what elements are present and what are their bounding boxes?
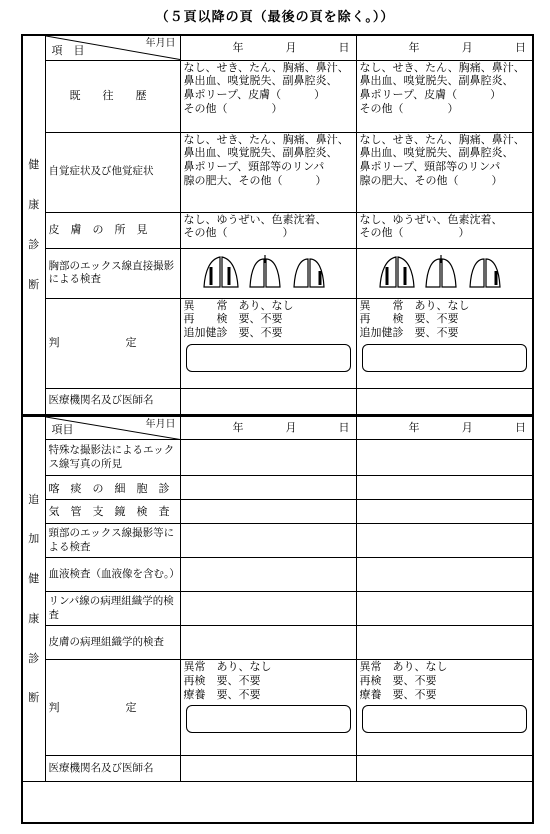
lung-diagram-icon <box>290 253 328 291</box>
date-column-1-header <box>180 416 356 440</box>
skin-pathology-col-2[interactable] <box>356 626 532 660</box>
header-date-label: 年月日 <box>145 418 176 430</box>
lymph-pathology-col-2[interactable] <box>356 592 532 626</box>
option-line: 再検 要、不要 <box>359 673 437 687</box>
option-line: 異 常 あり、なし <box>183 298 294 312</box>
lymph-pathology-col-1[interactable] <box>180 592 356 626</box>
row-label-symptoms: 自覚症状及び他覚症状 <box>45 132 180 212</box>
institution2-col-2[interactable] <box>356 756 532 782</box>
option-line: なし、せき、たん、胸痛、鼻汁、 <box>183 60 349 74</box>
day-label: 日 <box>515 420 526 434</box>
chest-xray-col-1 <box>180 248 356 298</box>
history-col-1 <box>180 60 356 132</box>
bronchoscopy-col-2[interactable] <box>356 500 532 524</box>
judgement2-col-2 <box>356 660 532 756</box>
option-line: 鼻ポリープ、皮膚（ ） <box>359 88 502 101</box>
option-line: その他（ ） <box>183 226 294 240</box>
section-char: 康 <box>28 611 40 625</box>
sputum-col-2[interactable] <box>356 476 532 500</box>
day-label: 日 <box>338 40 350 54</box>
month-label: 月 <box>461 40 473 54</box>
remarks-bracket[interactable] <box>186 344 351 372</box>
institution-col-2[interactable] <box>356 388 532 414</box>
chest-xray-col-2 <box>356 248 532 298</box>
option-line: 鼻出血、嗅覚脱失、副鼻腔炎、 <box>183 146 338 160</box>
skin-pathology-col-1[interactable] <box>180 626 356 660</box>
row-label-judgement-2: 判 定 <box>45 660 180 756</box>
row-label-skin-pathology: 皮膚の病理組織学的検査 <box>45 626 180 660</box>
section-char: 健 <box>28 572 40 585</box>
section-char: 加 <box>28 532 40 546</box>
section-char: 康 <box>28 198 40 211</box>
row-label-institution: 医療機関名及び医師名 <box>45 388 180 414</box>
row-label-bronchoscopy: 気 管 支 鏡 検 査 <box>45 500 180 524</box>
row-label-history: 既 往 歴 <box>45 60 180 132</box>
row-label-chest-xray: 胸部のエックス線直接撮影による検査 <box>45 248 180 298</box>
institution-col-1[interactable] <box>180 388 356 414</box>
symptoms-col-1 <box>180 132 356 212</box>
option-line: 療養 要、不要 <box>359 687 437 701</box>
option-line: 異常 あり、なし <box>359 660 448 673</box>
date-column-2-header <box>356 36 532 60</box>
section-label-additional-exam <box>23 416 45 782</box>
lung-diagram-icon <box>466 253 504 291</box>
row-label-skin: 皮 膚 の 所 見 <box>45 212 180 248</box>
option-line: 異常 あり、なし <box>183 660 272 673</box>
year-label: 年 <box>232 420 244 434</box>
option-line: 追加健診 要、不要 <box>183 326 283 339</box>
option-line: 腺の肥大、その他（ ） <box>183 173 327 187</box>
section-label-health-exam <box>23 36 45 414</box>
blood-test-col-2[interactable] <box>356 558 532 592</box>
header-date-label: 年月日 <box>145 38 176 49</box>
option-line: 腺の肥大、その他（ ） <box>359 173 503 187</box>
page-title: （５頁以降の頁（最後の頁を除く。）） <box>155 10 395 25</box>
option-line: 鼻ポリープ、頸部等のリンパ <box>359 160 501 173</box>
skin-col-2 <box>356 212 532 248</box>
blood-test-col-1[interactable] <box>180 558 356 592</box>
day-label: 日 <box>338 420 350 434</box>
header-item-label: 項目 <box>51 423 74 437</box>
special-xray-col-1[interactable] <box>180 440 356 476</box>
year-label: 年 <box>408 420 420 434</box>
option-line: その他（ ） <box>183 101 283 115</box>
option-line: 鼻ポリープ、頸部等のリンパ <box>183 160 325 173</box>
sputum-col-1[interactable] <box>180 476 356 500</box>
option-line: なし、せき、たん、胸痛、鼻汁、 <box>359 60 525 74</box>
option-line: 療養 要、不要 <box>183 687 261 701</box>
option-line: なし、せき、たん、胸痛、鼻汁、 <box>183 132 349 146</box>
date-column-2-header <box>356 416 532 440</box>
option-line: その他（ ） <box>359 101 459 115</box>
year-label: 年 <box>232 40 244 54</box>
option-line: 鼻出血、嗅覚脱失、副鼻腔炎、 <box>359 146 514 160</box>
option-line: その他（ ） <box>359 226 470 240</box>
month-label: 月 <box>285 420 297 434</box>
lung-diagram-icon <box>202 253 240 291</box>
month-label: 月 <box>461 420 473 434</box>
history-col-2 <box>356 60 532 132</box>
additional-exam-table <box>23 415 532 783</box>
header-item-cell <box>45 36 180 60</box>
header-item-label: 項 目 <box>51 43 85 57</box>
remarks-bracket[interactable] <box>186 705 351 733</box>
row-label-blood-test: 血液検査（血液像を含む。） <box>45 558 180 592</box>
option-line: なし、せき、たん、胸痛、鼻汁、 <box>359 132 525 146</box>
section-char: 健 <box>28 158 40 172</box>
lung-diagram-icon <box>378 253 416 291</box>
option-line: 再 検 要、不要 <box>359 312 459 326</box>
date-column-1-header <box>180 36 356 60</box>
section-char: 断 <box>28 691 40 705</box>
lung-diagram-icon <box>422 253 460 291</box>
section-char: 診 <box>28 651 40 665</box>
judgement-col-1 <box>180 298 356 388</box>
row-label-institution-2: 医療機関名及び医師名 <box>45 756 180 782</box>
remarks-bracket[interactable] <box>362 344 528 372</box>
remarks-bracket[interactable] <box>362 705 528 733</box>
option-line: 鼻出血、嗅覚脱失、副鼻腔炎、 <box>359 74 514 88</box>
header-item-cell <box>45 416 180 440</box>
option-line: 追加健診 要、不要 <box>359 326 459 339</box>
row-label-lymph-pathology: リンパ線の病理組織学的検査 <box>45 592 180 626</box>
neck-xray-col-2[interactable] <box>356 524 532 558</box>
section-char: 追 <box>28 492 40 506</box>
row-label-sputum: 喀 痰 の 細 胞 診 <box>45 476 180 500</box>
option-line: 異 常 あり、なし <box>359 298 470 312</box>
section-char: 診 <box>28 237 40 251</box>
year-label: 年 <box>408 40 420 54</box>
special-xray-col-2[interactable] <box>356 440 532 476</box>
judgement-col-2 <box>356 298 532 388</box>
option-line: 鼻ポリープ、皮膚（ ） <box>183 88 326 101</box>
option-line: なし、ゆうぜい、色素沈着、 <box>359 212 503 226</box>
symptoms-col-2 <box>356 132 532 212</box>
health-exam-form <box>21 34 534 824</box>
health-exam-table <box>23 36 532 415</box>
bronchoscopy-col-1[interactable] <box>180 500 356 524</box>
judgement2-col-1 <box>180 660 356 756</box>
section-char: 断 <box>28 277 40 291</box>
option-line: 鼻出血、嗅覚脱失、副鼻腔炎、 <box>183 74 338 88</box>
day-label: 日 <box>515 40 526 54</box>
row-label-neck-xray: 頸部のエックス線撮影等による検査 <box>45 524 180 558</box>
row-label-special-xray: 特殊な撮影法によるエックス線写真の所見 <box>45 440 180 476</box>
option-line: 再 検 要、不要 <box>183 312 283 326</box>
month-label: 月 <box>285 40 297 54</box>
row-label-judgement: 判 定 <box>45 298 180 388</box>
institution2-col-1[interactable] <box>180 756 356 782</box>
lung-diagram-icon <box>246 253 284 291</box>
option-line: なし、ゆうぜい、色素沈着、 <box>183 212 327 226</box>
skin-col-1 <box>180 212 356 248</box>
option-line: 再検 要、不要 <box>183 673 261 687</box>
neck-xray-col-1[interactable] <box>180 524 356 558</box>
